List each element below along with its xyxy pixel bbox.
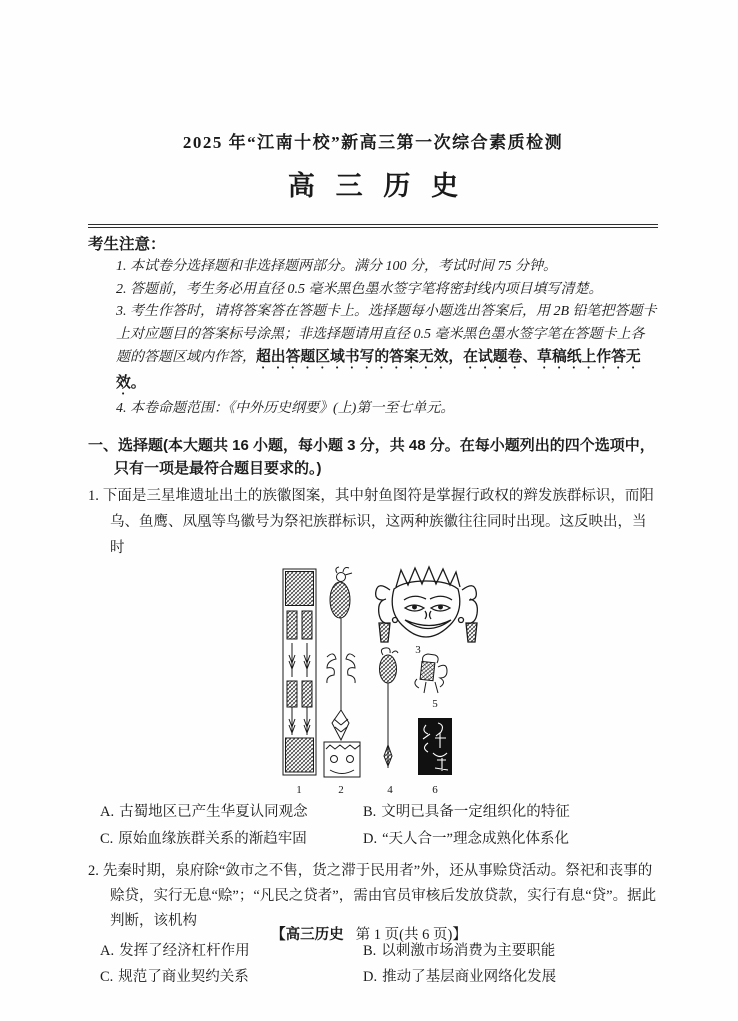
question-1-figure-sanxingdui-emblems (268, 565, 492, 797)
question-1-options (88, 799, 658, 853)
question-1-stem (88, 483, 658, 561)
option-a-text: 古蜀地区已产生华夏认同观念 (119, 803, 308, 820)
option-b-text: 文明已具备一定组织化的特征 (381, 803, 570, 820)
option-a-label: A. (100, 803, 115, 820)
notice-item-4: 4. 本卷命题范围：《中外历史纲要》(上)第一至七单元。 (116, 401, 455, 417)
notice-section (88, 234, 658, 421)
question-1-number: 1. (88, 487, 99, 504)
subject-title: 高 三 历 史 (287, 171, 466, 201)
option-c-label: C. (100, 830, 114, 847)
notice-item-3 (88, 301, 658, 398)
option-c-text: 规范了商业契约关系 (118, 968, 249, 985)
question-2-options-row-cd (100, 964, 658, 990)
option-a-text: 发挥了经济杠杆作用 (119, 942, 250, 959)
question-2-number: 2. (88, 862, 99, 879)
question-2-option-c (100, 964, 363, 990)
question-1-option-c (100, 826, 363, 853)
question-1-options-row-ab (100, 799, 658, 826)
option-d-label: D. (363, 968, 378, 985)
question-1-text: 下面是三星堆遗址出土的族徽图案，其中射鱼图符是掌握行政权的辫发族群标识，而阳乌、鱼鹰、凤凰等鸟徽号为祭祀族群标识，这两种族徽往往同时出现。这反映出，当时 (102, 487, 654, 556)
page-footer (0, 926, 738, 944)
notice-item-1: 1. 本试卷分选择题和非选择题两部分。满分 100 分，考试时间 75 分钟。 (116, 259, 557, 274)
figure-label-2: 2 (338, 783, 344, 796)
exam-title: 2025 年“江南十校”新高三第一次综合素质检测 (182, 133, 564, 152)
notice-item-3-emphasized-text: 超出答题区域书写的答案无效，在试题卷、草稿纸上作答无效。 (116, 349, 641, 392)
figure-label-5: 5 (432, 697, 438, 710)
page-content (0, 132, 738, 990)
figure-label-4: 4 (387, 783, 393, 796)
footer-page-number: 第 1 页(共 6 页)】 (355, 927, 467, 943)
question-2-option-d (363, 964, 556, 990)
question-2-stem (88, 859, 658, 934)
question-2-options (88, 938, 658, 990)
footer-subject: 【高三历史 (271, 927, 344, 943)
question-2-text: 先秦时期，泉府除“敛市之不售，货之滞于民用者”外，还从事赊贷活动。祭祀和丧事的赊贷，实行无息“赊”；“凡民之贷者”，需由官员审核后发放贷款，实行有息“贷”。据此判断，该机构 (102, 862, 657, 929)
option-d-text: “天人合一”理念成熟化体系化 (382, 830, 569, 847)
question-1-option-b (363, 799, 570, 826)
emblem-3-sun-face-icon (376, 567, 478, 642)
emblem-4-bird-pole-icon (380, 648, 399, 768)
figure-label-6: 6 (432, 783, 438, 796)
question-1-option-a (100, 799, 363, 826)
emblem-5-bird-icon (415, 654, 447, 693)
emblem-2-bird-arrow-icon (324, 567, 360, 777)
option-b-text: 以刺激市场消费为主要职能 (381, 942, 556, 959)
emblem-1-banner-icon (283, 569, 316, 775)
option-c-label: C. (100, 968, 114, 985)
option-a-label: A. (100, 942, 115, 959)
option-c-text: 原始血缘族群关系的渐趋牢固 (118, 830, 307, 847)
option-b-label: B. (363, 803, 377, 820)
option-d-label: D. (363, 830, 378, 847)
figure-label-3: 3 (415, 643, 421, 656)
section-heading-multiple-choice: 一、选择题(本大题共 16 小题，每小题 3 分，共 48 分。在每小题列出的四个选项中，只有一项是最符合题目要求的。) (88, 436, 655, 477)
figure-label-1: 1 (296, 783, 302, 796)
double-rule-divider (88, 224, 658, 228)
option-b-label: B. (363, 942, 377, 959)
notice-heading: 考生注意： (88, 236, 166, 253)
option-d-text: 推动了基层商业网络化发展 (382, 968, 557, 985)
question-1-options-row-cd (100, 826, 658, 853)
notice-item-2: 2. 答题前，考生务必用直径 0.5 毫米黑色墨水签字笔将密封线内项目填写清楚。 (116, 281, 603, 297)
question-1-option-d (363, 826, 569, 853)
notice-item-3-text: 3. 考生作答时，请将答案答在答题卡上。选择题每小题选出答案后，用 2B 铅笔把答题卡上对应题目的答案标号涂黑；非选择题请用直径 0.5 毫米黑色墨水签字笔在答题卡上各题的答题区域内作答， (116, 304, 657, 366)
emblem-6-black-seal-icon (418, 718, 452, 775)
